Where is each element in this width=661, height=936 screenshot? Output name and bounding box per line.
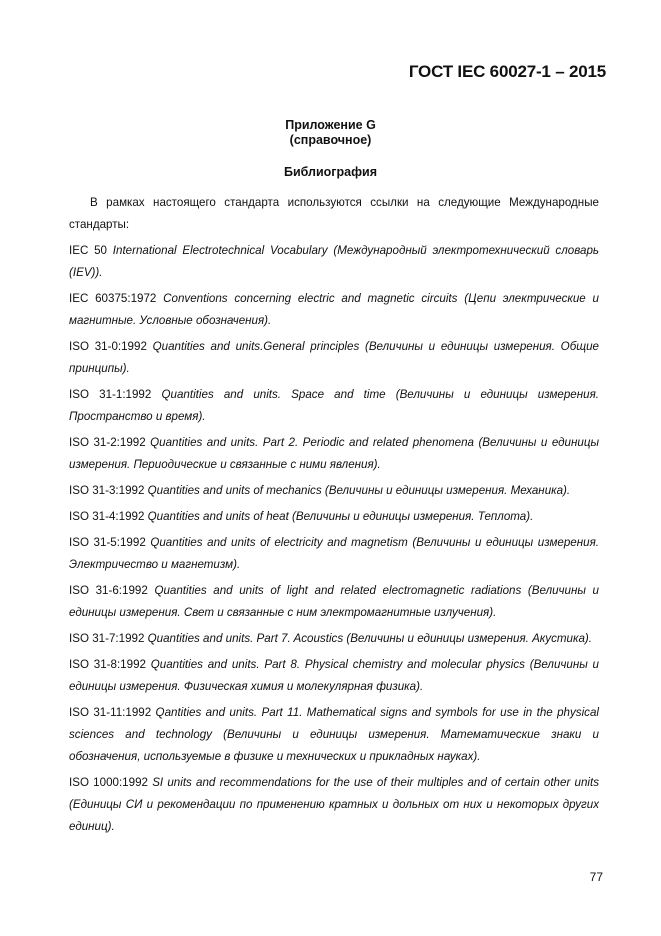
reference-title: Quantities and units. Part 7. Acoustics (Величины и единицы измерения. Акустика). [147,632,592,645]
page-number: 77 [589,870,603,884]
annex-status: (справочное) [289,133,372,147]
reference-item [69,506,599,528]
reference-title: Quantities and units of light and related electromagnetic radiations (Величины и единицы измерения. Свет и связанные с ним электромагнитные излучения). [69,584,599,619]
reference-title: Quantities and units of mechanics (Величины и единицы измерения. Механика). [147,484,571,497]
reference-code: ISO 31-7:1992 [69,632,148,645]
reference-code: ISO 31-6:1992 [69,584,155,597]
reference-title: Quantities and units.General principles (Величины и единицы измерения. Общие принципы). [69,340,599,375]
reference-item [69,702,599,768]
reference-code: ISO 31-8:1992 [69,658,151,671]
reference-item [69,772,599,838]
reference-title: SI units and recommendations for the use of their multiples and of certain other units (Единицы СИ и рекомендации по применению кратных и дольных от них и некоторых других единиц). [69,776,599,833]
reference-code: ISO 31-11:1992 [69,706,156,719]
reference-title: Conventions concerning electric and magnetic circuits (Цепи электрические и магнитные. Условные обозначения). [69,292,599,327]
reference-item [69,240,599,284]
reference-item [69,480,599,502]
reference-title: Quantities and units. Space and time (Величины и единицы измерения. Пространство и время). [69,388,599,423]
annex-title: Приложение G [285,118,376,132]
reference-list [69,240,599,838]
reference-code: ISO 31-3:1992 [69,484,148,497]
document-number: ГОСТ IEC 60027-1 – 2015 [408,62,606,81]
reference-title: Qantities and units. Part 11. Mathematical signs and symbols for use in the physical sciences and technology (Величины и единицы измерения. Математические знаки и обозначения, используемые в физике и технических и прикладных науках). [69,706,599,763]
reference-code: ISO 31-2:1992 [69,436,151,449]
reference-item [69,532,599,576]
reference-title: Quantities and units. Part 8. Physical chemistry and molecular physics (Величины и единицы измерения. Физическая химия и молекулярная физика). [69,658,599,693]
reference-item [69,336,599,380]
reference-title: Quantities and units. Part 2. Periodic and related phenomena (Величины и единицы измерения. Периодические и связанные с ними явления). [69,436,599,471]
reference-item [69,288,599,332]
bibliography-content [69,192,599,842]
reference-code: ISO 1000:1992 [69,776,153,789]
reference-code: ISO 31-4:1992 [69,510,148,523]
bibliography-title: Библиография [283,165,378,179]
reference-code: ISO 31-0:1992 [69,340,153,353]
reference-title: Quantities and units of heat (Величины и единицы измерения. Теплота). [147,510,534,523]
reference-code: ISO 31-5:1992 [69,536,151,549]
reference-item [69,628,599,650]
reference-code: ISO 31-1:1992 [69,388,162,401]
reference-item [69,580,599,624]
reference-title: International Electrotechnical Vocabulary (Международный электротехнический словарь (IEV)). [69,244,599,279]
reference-title: Quantities and units of electricity and magnetism (Величины и единицы измерения. Электричество и магнетизм). [69,536,599,571]
annex-heading [0,118,661,148]
reference-item [69,384,599,428]
bibliography-intro: В рамках настоящего стандарта используются ссылки на следующие Международные стандарты: [69,196,599,231]
reference-code: IEC 60375:1972 [69,292,164,305]
reference-code: IEC 50 [69,244,113,257]
reference-item [69,654,599,698]
reference-item [69,432,599,476]
